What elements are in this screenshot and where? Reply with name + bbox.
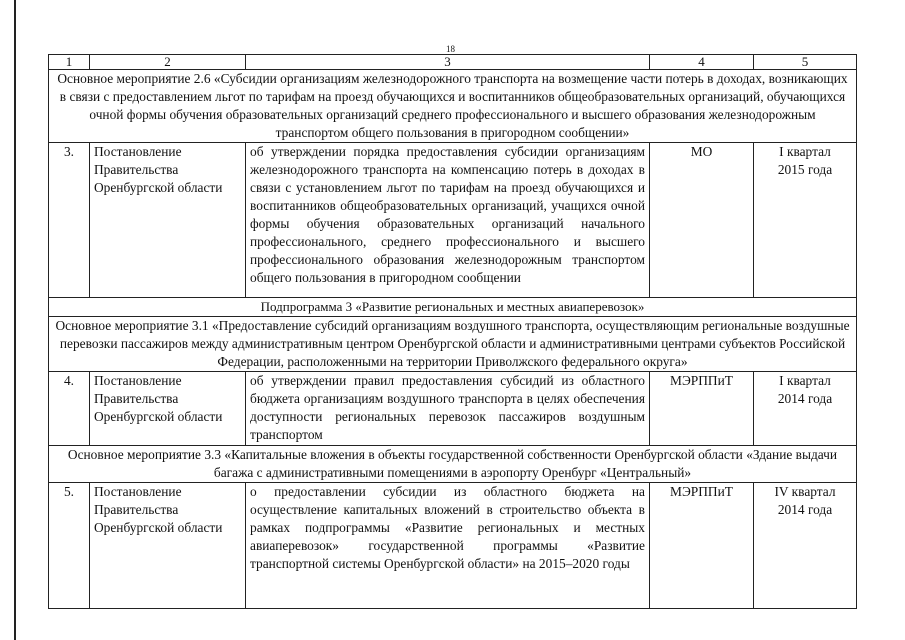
document-description: об утверждении порядка предоставления субсидии организациям железнодорожного транспорта на компенсацию потерь в доходах в связи с установлением льгот по тарифам на проезд обучающихся и воспитанников общеобразовательных организаций, учащихся очной формы обучения образовательных организаций начального профессионального, среднего профессионального и высшего профессионального образования железнодорожным транспортом общего пользования в пригородном сообщении — [246, 143, 650, 298]
document-type: Постановление Правительства Оренбургской области — [90, 372, 246, 446]
document-description: об утверждении правил предоставления субсидий из областного бюджета организациям воздушного транспорта в целях обеспечения доступности региональных перевозок пассажиров воздушным транспортом — [246, 372, 650, 446]
column-number: 2 — [90, 55, 246, 70]
column-number: 3 — [246, 55, 650, 70]
deadline — [754, 483, 857, 609]
column-number: 5 — [754, 55, 857, 70]
document-type: Постановление Правительства Оренбургской области — [90, 143, 246, 298]
section-title: Основное мероприятие 2.6 «Субсидии организациям железнодорожного транспорта на возмещение части потерь в доходах, возникающих в связи с предоставлением льгот по тарифам на проезд обучающихся и воспитанников общеобразовательных организаций, обучающихся очной формы обучения образовательных организаций среднего профессионального и высшего образования железнодорожным транспортом общего пользования в пригородном сообщении» — [49, 70, 857, 143]
section-header-row — [49, 317, 857, 372]
measures-table — [48, 54, 857, 609]
row-number: 4. — [49, 372, 90, 446]
deadline-text: IV квартал 2014 года — [774, 484, 836, 517]
section-title: Основное мероприятие 3.3 «Капитальные вложения в объекты государственной собственности Оренбургской области «Здание выдачи багажа с административными помещениями в аэропорту Оренбург «Центральный» — [49, 446, 857, 483]
column-number: 4 — [650, 55, 754, 70]
section-header-row — [49, 70, 857, 143]
deadline — [754, 372, 857, 446]
executor: МЭРППиТ — [650, 372, 754, 446]
deadline-text: I квартал 2014 года — [777, 373, 833, 406]
document-type: Постановление Правительства Оренбургской области — [90, 483, 246, 609]
subprogram-title: Подпрограмма 3 «Развитие региональных и местных авиаперевозок» — [49, 298, 857, 317]
deadline — [754, 143, 857, 298]
section-title: Основное мероприятие 3.1 «Предоставление субсидий организациям воздушного транспорта, осуществляющим региональные воздушные перевозки пассажиров между административным центром Оренбургской области и административными центрами субъектов Российской Федерации, расположенными на территории Приволжского федерального округа» — [49, 317, 857, 372]
executor: МО — [650, 143, 754, 298]
document-description: о предоставлении субсидии из областного бюджета на осуществление капитальных вложений в строительство объекта в рамках подпрограммы «Развитие региональных и местных авиаперевозок» государственной программы «Развитие транспортной системы Оренбургской области» на 2015–2020 годы — [246, 483, 650, 609]
table-row — [49, 372, 857, 446]
column-number: 1 — [49, 55, 90, 70]
table-row — [49, 483, 857, 609]
page-number: 18 — [446, 44, 455, 54]
row-number: 3. — [49, 143, 90, 298]
deadline-text: I квартал 2015 года — [777, 144, 833, 177]
section-header-row — [49, 446, 857, 483]
column-number-row — [49, 55, 857, 70]
row-number: 5. — [49, 483, 90, 609]
scan-margin-line — [14, 0, 16, 640]
subprogram-row — [49, 298, 857, 317]
table-row — [49, 143, 857, 298]
executor: МЭРППиТ — [650, 483, 754, 609]
